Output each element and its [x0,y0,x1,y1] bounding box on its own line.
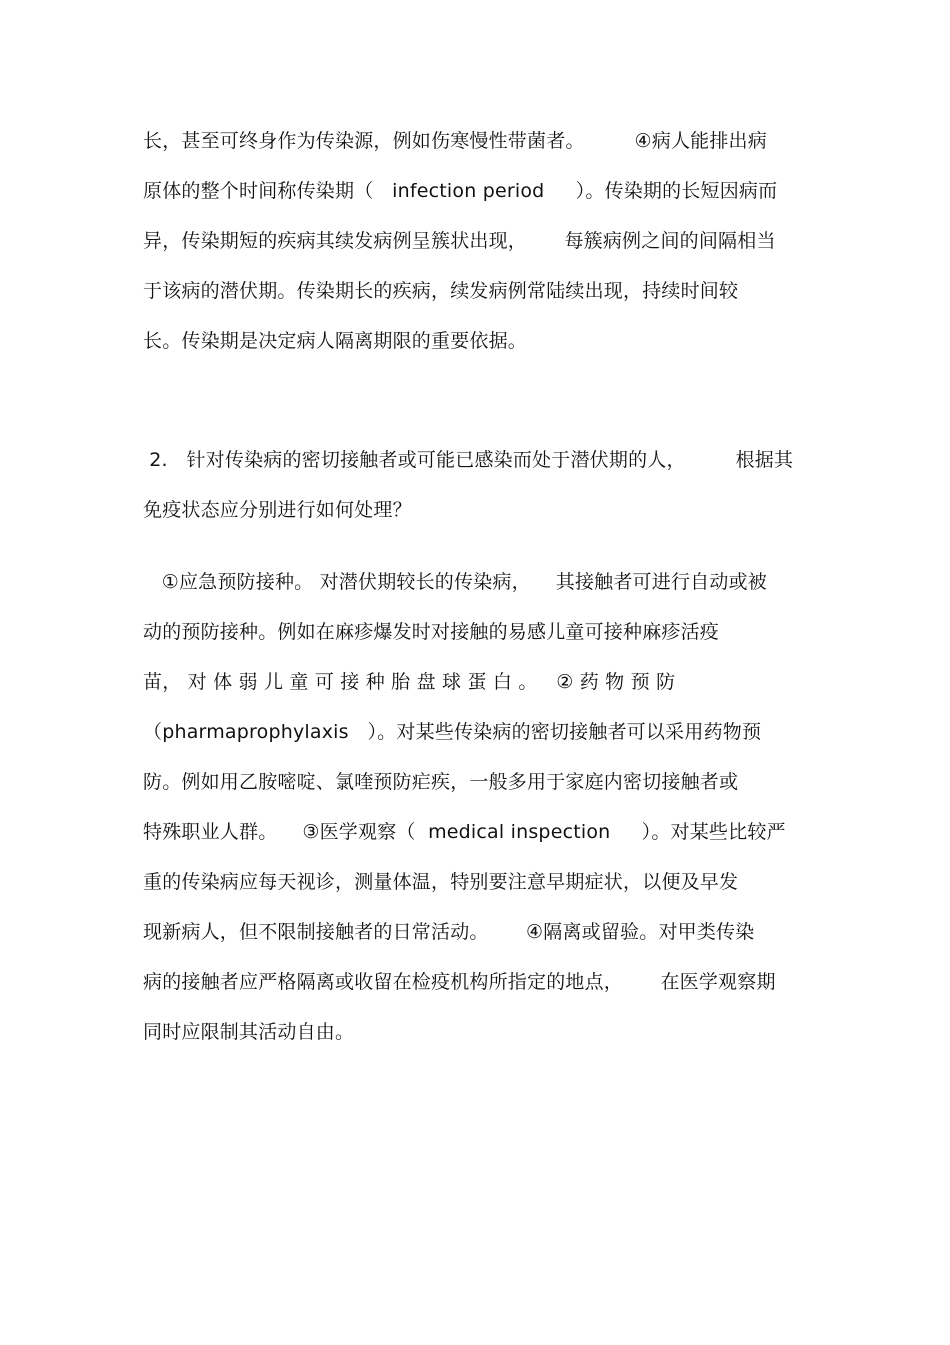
question-line: 免疫状态应分别进行如何处理？ [143,499,412,521]
answer-line: ①应急预防接种。 对潜伏期较长的传染病， 其接触者可进行自动或被 [143,571,767,593]
answer-line: 重的传染病应每天视诊，测量体温，特别要注意早期症状，以便及早发 [143,871,739,893]
paragraph-line: 于该病的潜伏期。传染期长的疾病，续发病例常陆续出现，持续时间较 [143,280,739,302]
answer-line: 同时应限制其活动自由。 [143,1021,355,1043]
paragraph-line: 长。传染期是决定病人隔离期限的重要依据。 [143,330,528,352]
answer-line: 特殊职业人群。 ③医学观察（ medical inspection ）。对某些比较严 [143,821,786,843]
answer-line: （pharmaprophylaxis ）。对某些传染病的密切接触者可以采用药物预 [143,721,762,743]
answer-line: 防。例如用乙胺嘧啶、氯喹预防疟疾，一般多用于家庭内密切接触者或 [143,771,739,793]
paragraph-line: 异，传染期短的疾病其续发病例呈簇状出现， 每簇病例之间的间隔相当 [143,230,776,252]
answer-line: 现新病人，但不限制接触者的日常活动。 ④隔离或留验。对甲类传染 [143,921,755,943]
paragraph-line: 长，甚至可终身作为传染源，例如伤寒慢性带菌者。 ④病人能排出病 [143,130,767,152]
paragraph-line: 原体的整个时间称传染期（ infection period ）。传染期的长短因病而 [143,180,778,202]
answer-line: 病的接触者应严格隔离或收留在检疫机构所指定的地点， 在医学观察期 [143,971,776,993]
answer-line: 苗， 对 体 弱 儿 童 可 接 种 胎 盘 球 蛋 白 。 ② 药 物 预 防 [143,671,676,693]
question-line: 2. 针对传染病的密切接触者或可能已感染而处于潜伏期的人， 根据其 [143,449,794,471]
answer-line: 动的预防接种。例如在麻疹爆发时对接触的易感儿童可接种麻疹活疫 [143,621,720,643]
